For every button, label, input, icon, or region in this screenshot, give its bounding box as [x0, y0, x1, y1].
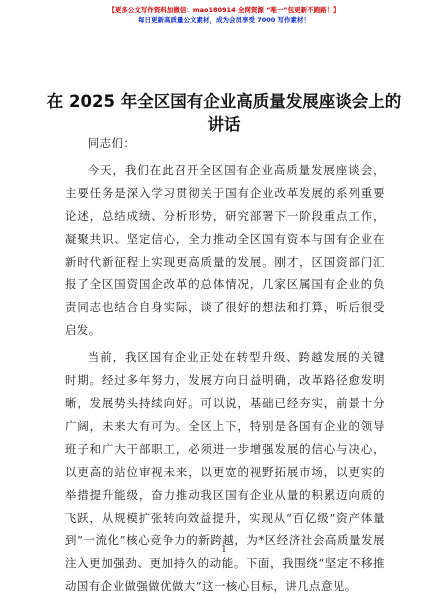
promo-banner — [0, 5, 448, 25]
paragraph-2: 当前，我区国有企业正处在转型升级、跨越发展的关键时期。经过多年努力，发展方向日益明确，改革路径愈发明晰，发展势头持续向好。可以说，基础已经夯实，前景十分广阔，未来大有可为。全区上下，特别是各国有企业的领导班子和广大干部职工，必须进一步增强发展的信心与决心，以更高的站位审视未来，以更宽的视野拓展市场，以更实的举措提升能级，奋力推动我区国有企业从量的积累迈向质的飞跃，从规模扩张转向效益提升，实现从“百亿级”资产体量到“一流化”核心竞争力的新跨越，为*区经济社会高质量发展注入更加强劲、更加持久的动能。下面，我围绕“坚定不移推动国有企业做强做优做大”这一核心目标，讲几点意见。 — [65, 350, 385, 594]
promo-banner-line-1: 【更多公文写作资料加微信：mao180914 全网资源 “唯一”包更新不跑路！】 — [108, 6, 340, 14]
paragraph-1: 今天，我们在此召开全区国有企业高质量发展座谈会，主要任务是深入学习贯彻关于国有企业改革发展的系列重要论述，总结成绩、分析形势，研究部署下一阶段重点工作，凝聚共识、坚定信心，全力推动全区国有资本与国有企业在新时代新征程上实现更高质量的发展。刚才，区国资部门汇报了全区国资国企改革的总体情况，几家区属国有企业的负责同志也结合自身实际，谈了很好的想法和打算，听后很受启发。 — [65, 162, 385, 338]
salutation: 同志们： — [87, 136, 136, 150]
promo-banner-line-2: 每日更新高质量公文素材，成为会员享受 7000 写作素材！ — [137, 16, 311, 24]
document-title: 在 2025 年全区国有企业高质量发展座谈会上的讲话 — [46, 92, 402, 134]
document-body — [65, 132, 385, 598]
page-number: 1 — [221, 545, 227, 555]
